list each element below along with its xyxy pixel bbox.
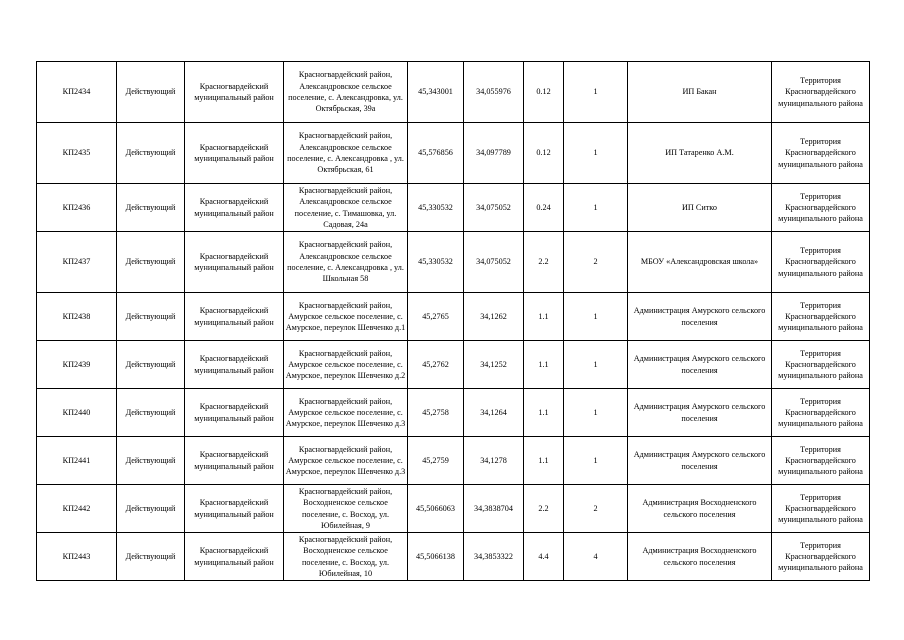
site-territory: Территория Красногвардейского муниципального района [772,389,870,437]
site-area: 1.1 [524,293,564,341]
site-address: Красногвардейский район, Александровское сельское поселение, с. Александровка , ул. Школьная 58 [284,232,408,293]
site-longitude: 34,075052 [464,232,524,293]
table-row [37,62,870,123]
site-count: 1 [564,341,628,389]
table-row [37,232,870,293]
site-area: 1.1 [524,341,564,389]
site-code: КП2440 [37,389,117,437]
site-latitude: 45,2759 [408,437,464,485]
site-area: 0.12 [524,123,564,184]
site-district: Красногвардейский муниципальный район [185,232,284,293]
site-district: Красногвардейский муниципальный район [185,437,284,485]
site-address: Красногвардейский район, Амурское сельское поселение, с. Амурское, переулок Шевченко д.2 [284,341,408,389]
site-territory: Территория Красногвардейского муниципального района [772,533,870,581]
site-area: 4.4 [524,533,564,581]
table-row [37,293,870,341]
site-latitude: 45,2765 [408,293,464,341]
site-district: Красногвардейский муниципальный район [185,123,284,184]
site-code: КП2443 [37,533,117,581]
site-district: Красногвардейский муниципальный район [185,533,284,581]
site-code: КП2438 [37,293,117,341]
site-territory: Территория Красногвардейского муниципального района [772,485,870,533]
site-count: 2 [564,232,628,293]
site-latitude: 45,343001 [408,62,464,123]
site-latitude: 45,5066138 [408,533,464,581]
site-owner: Администрация Амурского сельского поселения [628,293,772,341]
table-row [37,389,870,437]
site-status: Действующий [117,184,185,232]
site-owner: Администрация Восходненского сельского поселения [628,485,772,533]
site-territory: Территория Красногвардейского муниципального района [772,437,870,485]
site-count: 4 [564,533,628,581]
site-territory: Территория Красногвардейского муниципального района [772,232,870,293]
site-longitude: 34,3838704 [464,485,524,533]
site-owner: МБОУ «Александровская школа» [628,232,772,293]
site-count: 1 [564,184,628,232]
site-count: 1 [564,293,628,341]
site-longitude: 34,1252 [464,341,524,389]
site-owner: ИП Ситко [628,184,772,232]
site-district: Красногвардейский муниципальный район [185,293,284,341]
site-area: 2.2 [524,232,564,293]
site-status: Действующий [117,62,185,123]
table-row [37,533,870,581]
site-area: 1.1 [524,389,564,437]
site-area: 0.24 [524,184,564,232]
site-territory: Территория Красногвардейского муниципального района [772,123,870,184]
site-status: Действующий [117,293,185,341]
site-owner: Администрация Амурского сельского поселения [628,437,772,485]
table-row [37,485,870,533]
site-latitude: 45,2762 [408,341,464,389]
site-longitude: 34,075052 [464,184,524,232]
site-code: КП2434 [37,62,117,123]
site-code: КП2437 [37,232,117,293]
site-territory: Территория Красногвардейского муниципального района [772,293,870,341]
site-address: Красногвардейский район, Александровское сельское поселение, с. Александровка, ул. Октябрьская, 39а [284,62,408,123]
site-latitude: 45,330532 [408,184,464,232]
site-longitude: 34,097789 [464,123,524,184]
site-longitude: 34,1262 [464,293,524,341]
site-longitude: 34,3853322 [464,533,524,581]
site-address: Красногвардейский район, Амурское сельское поселение, с. Амурское, переулок Шевченко д.1 [284,293,408,341]
site-count: 1 [564,62,628,123]
site-district: Красногвардейский муниципальный район [185,184,284,232]
site-owner: ИП Бакан [628,62,772,123]
site-status: Действующий [117,533,185,581]
site-address: Красногвардейский район, Амурское сельское поселение, с. Амурское, переулок Шевченко д.3 [284,437,408,485]
site-count: 2 [564,485,628,533]
site-status: Действующий [117,232,185,293]
site-code: КП2435 [37,123,117,184]
site-code: КП2442 [37,485,117,533]
site-owner: ИП Татаренко А.М. [628,123,772,184]
registry-table [36,61,870,581]
table-row [37,437,870,485]
site-status: Действующий [117,389,185,437]
site-owner: Администрация Восходненского сельского поселения [628,533,772,581]
site-district: Красногвардейский муниципальный район [185,485,284,533]
site-latitude: 45,2758 [408,389,464,437]
site-count: 1 [564,123,628,184]
site-longitude: 34,1264 [464,389,524,437]
site-area: 1.1 [524,437,564,485]
site-territory: Территория Красногвардейского муниципального района [772,184,870,232]
site-count: 1 [564,437,628,485]
site-territory: Территория Красногвардейского муниципального района [772,62,870,123]
site-address: Красногвардейский район, Амурское сельское поселение, с. Амурское, переулок Шевченко д.3 [284,389,408,437]
table-row [37,123,870,184]
table-row [37,341,870,389]
site-count: 1 [564,389,628,437]
site-longitude: 34,1278 [464,437,524,485]
site-code: КП2441 [37,437,117,485]
site-latitude: 45,330532 [408,232,464,293]
site-area: 0.12 [524,62,564,123]
site-code: КП2436 [37,184,117,232]
site-district: Красногвардейский муниципальный район [185,341,284,389]
site-territory: Территория Красногвардейского муниципального района [772,341,870,389]
site-address: Красногвардейский район, Александровское сельское поселение, с. Тимашовка, ул. Садовая, 24а [284,184,408,232]
site-status: Действующий [117,485,185,533]
site-address: Красногвардейский район, Восходненское сельское поселение, с. Восход, ул. Юбилейная, 10 [284,533,408,581]
site-status: Действующий [117,341,185,389]
site-latitude: 45,5066063 [408,485,464,533]
table-row [37,184,870,232]
site-status: Действующий [117,437,185,485]
site-owner: Администрация Амурского сельского поселения [628,341,772,389]
site-district: Красногвардейский муниципальный район [185,389,284,437]
site-address: Красногвардейский район, Восходненское сельское поселение, с. Восход, ул. Юбилейная, 9 [284,485,408,533]
site-longitude: 34,055976 [464,62,524,123]
site-status: Действующий [117,123,185,184]
site-owner: Администрация Амурского сельского поселения [628,389,772,437]
site-district: Красногвардейский муниципальный район [185,62,284,123]
site-latitude: 45,576856 [408,123,464,184]
site-address: Красногвардейский район, Александровское сельское поселение, с. Александровка , ул. Октябрьская, 61 [284,123,408,184]
site-area: 2.2 [524,485,564,533]
site-code: КП2439 [37,341,117,389]
